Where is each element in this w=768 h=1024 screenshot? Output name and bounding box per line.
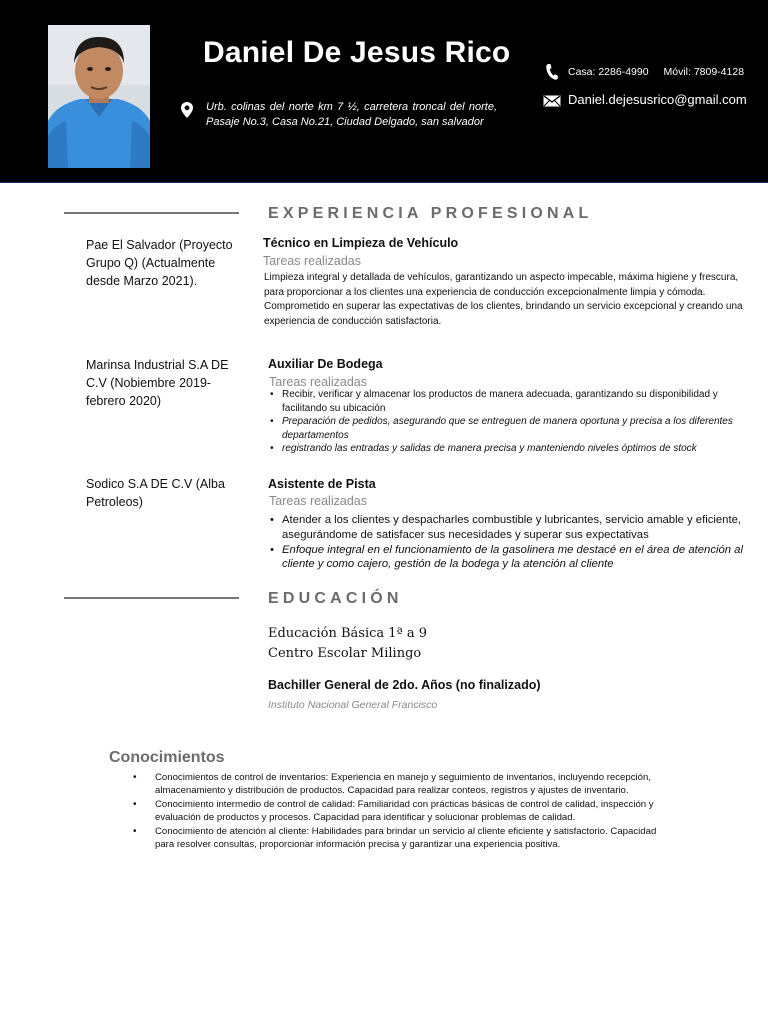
address-text: Urb. colinas del norte km 7 ½, carretera troncal del norte, Pasaje No.3, Casa No.21, Ciudad Delgado, san salvador <box>206 101 497 128</box>
phone-icon <box>545 63 559 81</box>
education-basic-school: Centro Escolar Milingo <box>268 646 422 661</box>
list-item: • registrando las entradas y salidas de manera precisa y manteniendo niveles óptimos de stock <box>268 442 760 456</box>
envelope-icon <box>543 95 561 107</box>
job-position: Auxiliar De Bodega <box>268 357 383 371</box>
phone-home: Casa: 2286-4990 <box>568 66 649 78</box>
tasks-label: Tareas realizadas <box>269 375 367 389</box>
education-basic-level: Educación Básica 1ª a 9 <box>268 626 428 641</box>
education-institution: Instituto Nacional General Francisco <box>268 699 438 711</box>
education-highschool: Bachiller General de 2do. Años (no finalizado) <box>268 678 541 692</box>
job-position: Asistente de Pista <box>268 477 376 491</box>
knowledge-list <box>133 771 663 851</box>
tasks-label: Tareas realizadas <box>263 254 361 268</box>
list-item: • Conocimientos de control de inventarios: Experiencia en manejo y seguimiento de inventarios, incluyendo recepción, almacenamiento y distribución de productos. Capacidad para realizar conteos, registros y ajustes de inventario. <box>133 771 663 798</box>
profile-photo <box>48 25 150 168</box>
list-item: • Recibir, verificar y almacenar los productos de manera adecuada, garantizando su disponibilidad y facilitando su ubicación <box>268 388 760 415</box>
job-company: Pae El Salvador (Proyecto Grupo Q) (Actualmente desde Marzo 2021). <box>86 238 233 288</box>
task-list <box>268 513 764 572</box>
list-item: • Conocimiento de atención al cliente: Habilidades para brindar un servicio al cliente eficiente y satisfactorio. Capacidad para resolver consultas, proporcionar información precisa y garantizar una experiencia positiva. <box>133 825 663 852</box>
education-heading: EDUCACIÓN <box>268 590 403 607</box>
phone-mobile: Móvil: 7809-4128 <box>663 66 745 78</box>
list-item: • Enfoque integral en el funcionamiento de la gasolinera me destacé en el área de atención al cliente y como cajero, gestión de la bodega y la atención al cliente <box>268 543 764 573</box>
task-list <box>268 388 760 456</box>
email-link[interactable]: Daniel.dejesusrico@gmail.com <box>568 92 747 107</box>
job-company: Marinsa Industrial S.A DE C.V (Nobiembre 2019- febrero 2020) <box>86 358 229 408</box>
list-item: • Preparación de pedidos, asegurando que se entreguen de manera oportuna y precisa a los diferentes departamentos <box>268 415 760 442</box>
list-item: • Conocimiento intermedio de control de calidad: Familiaridad con prácticas básicas de control de calidad, inspección y evaluación de productos y procesos. Capacidad para identificar y solucionar problemas de calidad. <box>133 798 663 825</box>
knowledge-heading: Conocimientos <box>109 749 225 766</box>
education-divider <box>64 597 239 599</box>
job-description: Limpieza integral y detallada de vehículos, garantizando un aspecto impecable, máxima higiene y frescura, para proporcionar a los clientes una experiencia de conducción excepcionalmente limpia y cómoda. Comprometido en superar las expectativas de los clientes, brindando un servicio excepcional y creando una experiencia de conducción satisfactoria. <box>264 272 743 327</box>
job-company: Sodico S.A DE C.V (Alba Petroleos) <box>86 477 225 509</box>
tasks-label: Tareas realizadas <box>269 494 367 508</box>
header-divider <box>0 182 768 183</box>
job-position: Técnico en Limpieza de Vehículo <box>263 236 459 250</box>
avatar <box>48 25 150 168</box>
experience-divider <box>64 212 239 214</box>
experience-heading: EXPERIENCIA PROFESIONAL <box>268 205 593 222</box>
phone-numbers <box>568 66 756 78</box>
map-pin-icon <box>180 101 194 119</box>
list-item: • Atender a los clientes y despacharles combustible y lubricantes, servicio amable y eficiente, asegurándome de satisfacer sus necesidades y superar sus expectativas <box>268 513 764 543</box>
candidate-name: Daniel De Jesus Rico <box>203 36 511 69</box>
